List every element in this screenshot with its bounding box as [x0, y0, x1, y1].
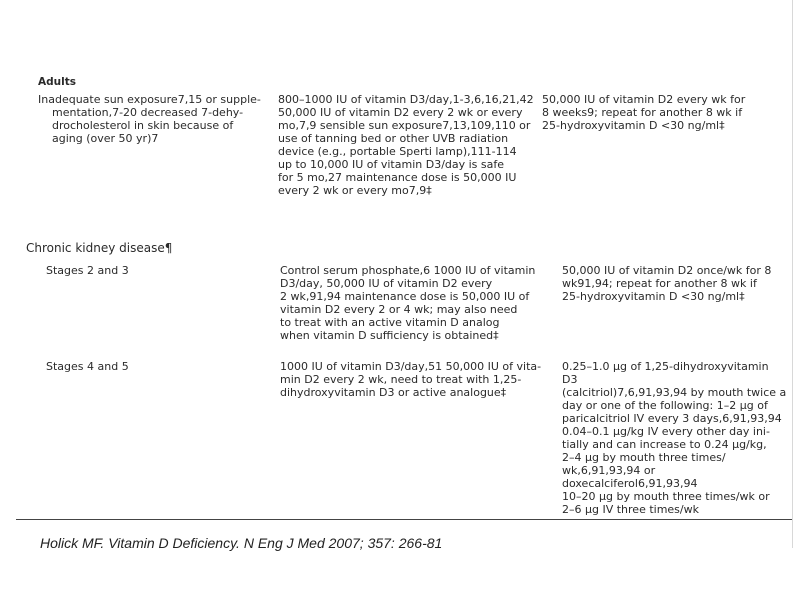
- stages-4-5-treatment-cell: 0.25–1.0 μg of 1,25-dihydroxyvitamin D3 (calcitriol)7,6,91,93,94 by mouth twice a day or one of the following: 1–2 μg of paricalcitriol IV every 3 days,6,91,93,94 0.04–0.1 μg/kg IV every other day ini- tially and can increase to 0.24 μg/kg, 2–4 μg by mouth three times/ wk,6,91,93,94 or doxecalciferol6,91,93,94 10–20 μg by mouth three times/wk or 2–6 μg IV three times/wk: [562, 360, 787, 516]
- stages-4-5-prevention-cell: 1000 IU of vitamin D3/day,51 50,000 IU of vita- min D2 every 2 wk, need to treat with 1,25- dihydroxyvitamin D3 or active analogue‡: [280, 360, 542, 399]
- citation-text: Holick MF. Vitamin D Deficiency. N Eng J Med 2007; 357: 266-81: [40, 535, 443, 551]
- adults-heading: Adults: [38, 76, 76, 88]
- adults-treatment-cell: 50,000 IU of vitamin D2 every wk for 8 weeks9; repeat for another 8 wk if 25-hydroxyvitamin D <30 ng/ml‡: [542, 93, 746, 132]
- footer-divider: [16, 519, 792, 520]
- stages-2-3-treatment-cell: 50,000 IU of vitamin D2 once/wk for 8 wk91,94; repeat for another 8 wk if 25-hydroxyvitamin D <30 ng/ml‡: [562, 264, 772, 303]
- stages-4-5-label: Stages 4 and 5: [46, 360, 129, 373]
- right-border-line: [792, 0, 793, 548]
- adults-condition-cell: Inadequate sun exposure7,15 or supple- mentation,7-20 decreased 7-dehy- drocholesterol in skin because of aging (over 50 yr)7: [38, 93, 261, 145]
- ckd-heading: Chronic kidney disease¶: [26, 241, 173, 255]
- stages-2-3-prevention-cell: Control serum phosphate,6 1000 IU of vitamin D3/day, 50,000 IU of vitamin D2 every 2 wk,91,94 maintenance dose is 50,000 IU of vitamin D2 every 2 or 4 wk; may also need to treat with an active vitamin D analog when vitamin D sufficiency is obtained‡: [280, 264, 536, 342]
- adults-prevention-cell: 800–1000 IU of vitamin D3/day,1-3,6,16,21,42 50,000 IU of vitamin D2 every 2 wk or every mo,7,9 sensible sun exposure7,13,109,110 or use of tanning bed or other UVB radiation device (e.g., portable Sperti lamp),111-114 up to 10,000 IU of vitamin D3/day is safe for 5 mo,27 maintenance dose is 50,000 IU every 2 wk or every mo7,9‡: [278, 93, 534, 197]
- stages-2-3-label: Stages 2 and 3: [46, 264, 129, 277]
